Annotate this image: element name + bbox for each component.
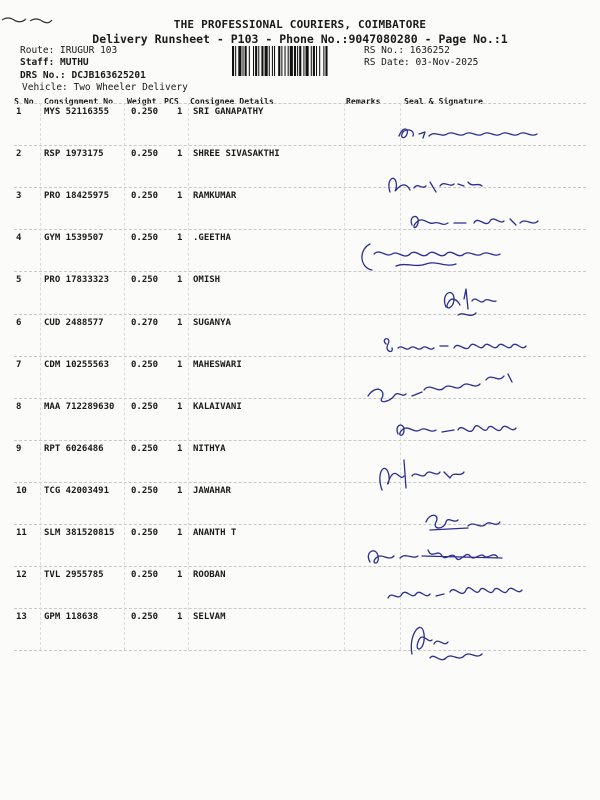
row-consignment-no: RSP 1973175: [44, 149, 104, 160]
drs-text: DRS No.: DCJB163625201: [20, 70, 146, 81]
row-sno: 7: [16, 359, 22, 370]
barcode-graphic: [232, 46, 360, 76]
vehicle-text: Vehicle: Two Wheeler Delivery: [22, 82, 188, 93]
row-weight: 0.250: [131, 191, 159, 202]
col-header-consignment: Consignment No: [44, 96, 114, 106]
signature-2: [384, 172, 494, 198]
row-separator: [14, 650, 586, 651]
route-text: Route: IRUGUR 103: [20, 45, 118, 56]
row-consignment-no: PRO 17833323: [44, 275, 110, 286]
col-header-remarks: Remarks: [346, 96, 381, 106]
col-header-seal: Seal & Signature: [404, 96, 483, 106]
row-pcs: 1: [177, 317, 183, 328]
row-sno: 9: [16, 443, 22, 454]
row-consignee: SHREE SIVASAKTHI: [193, 149, 280, 160]
row-consignment-no: SLM 381520815: [44, 528, 115, 538]
row-weight: 0.250: [131, 570, 159, 581]
row-sno: 10: [16, 485, 27, 496]
col-header-pcs: PCS: [164, 96, 179, 106]
row-consignment-no: TCG 42003491: [44, 485, 110, 496]
rs-no-text: RS No.: 1636252: [364, 45, 450, 56]
row-weight: 0.250: [131, 528, 159, 538]
row-sno: 1: [16, 107, 22, 117]
row-sno: 4: [16, 233, 22, 244]
signature-10: [420, 508, 510, 538]
row-consignee: SRI GANAPATHY: [193, 107, 264, 117]
row-consignment-no: CDM 10255563: [44, 359, 110, 370]
signature-1: [395, 124, 545, 148]
signature-8: [392, 418, 532, 448]
column-separator: [124, 103, 125, 650]
row-consignee: KALAIVANI: [193, 401, 242, 412]
row-weight: 0.250: [131, 233, 159, 244]
row-sno: 2: [16, 149, 22, 160]
row-weight: 0.250: [131, 359, 159, 370]
col-header-consignee: Consignee Details: [190, 96, 274, 106]
row-sno: 12: [16, 570, 27, 581]
row-sno: 3: [16, 191, 22, 202]
row-weight: 0.250: [131, 149, 159, 160]
signature-5: [436, 283, 516, 323]
row-pcs: 1: [177, 401, 183, 412]
row-weight: 0.250: [131, 275, 159, 286]
row-consignment-no: GYM 1539507: [44, 233, 104, 244]
row-consignment-no: RPT 6026486: [44, 443, 104, 454]
row-weight: 0.250: [131, 485, 159, 496]
row-pcs: 1: [177, 528, 183, 538]
row-weight: 0.250: [131, 401, 159, 412]
row-consignee: MAHESWARI: [193, 359, 242, 370]
signature-9: [374, 454, 474, 496]
signature-3: [406, 209, 556, 235]
row-consignment-no: TVL 2955785: [44, 570, 104, 581]
row-separator: [14, 187, 586, 188]
column-separator: [344, 103, 345, 650]
signature-12: [382, 580, 542, 610]
row-consignee: ROOBAN: [193, 570, 226, 581]
signature-13: [404, 614, 494, 670]
row-consignment-no: PRO 18425975: [44, 191, 110, 202]
row-pcs: 1: [177, 275, 183, 286]
signature-7: [362, 362, 532, 408]
row-pcs: 1: [177, 570, 183, 581]
row-pcs: 1: [177, 612, 183, 623]
staff-text: Staff: MUTHU: [20, 57, 89, 68]
row-consignment-no: CUD 2488577: [44, 317, 104, 328]
column-separator: [40, 103, 41, 650]
row-consignee: ANANTH T: [193, 528, 237, 538]
col-header-weight: Weight: [127, 96, 157, 106]
row-consignment-no: GPM 118638: [44, 612, 99, 623]
row-weight: 0.270: [131, 317, 159, 328]
row-consignment-no: MYS 52116355: [44, 107, 110, 117]
col-header-sno: S No: [14, 96, 34, 106]
signature-6: [378, 334, 548, 362]
row-consignee: OMISH: [193, 275, 221, 286]
row-consignee: NITHYA: [193, 443, 226, 454]
row-pcs: 1: [177, 443, 183, 454]
row-pcs: 1: [177, 191, 183, 202]
row-pcs: 1: [177, 233, 183, 244]
row-sno: 11: [16, 528, 27, 538]
row-consignee: .GEETHA: [193, 233, 231, 244]
row-consignee: RAMKUMAR: [193, 191, 237, 202]
row-consignee: SELVAM: [193, 612, 226, 623]
row-pcs: 1: [177, 485, 183, 496]
row-separator: [14, 103, 586, 104]
row-sno: 13: [16, 612, 27, 623]
row-consignment-no: MAA 712289630: [44, 401, 115, 412]
row-weight: 0.250: [131, 107, 159, 117]
signature-11: [362, 540, 532, 572]
column-separator: [188, 103, 189, 650]
row-weight: 0.250: [131, 443, 159, 454]
rs-date-text: RS Date: 03-Nov-2025: [364, 57, 479, 68]
row-pcs: 1: [177, 359, 183, 370]
row-separator: [14, 482, 586, 483]
row-pcs: 1: [177, 149, 183, 160]
row-sno: 6: [16, 317, 22, 328]
row-weight: 0.250: [131, 612, 159, 623]
runsheet-subtitle: Delivery Runsheet - P103 - Phone No.:9047080280 - Page No.:1: [92, 32, 508, 46]
row-sno: 5: [16, 275, 22, 286]
row-consignee: SUGANYA: [193, 317, 231, 328]
row-sno: 8: [16, 401, 22, 412]
row-pcs: 1: [177, 107, 183, 117]
company-title: THE PROFESSIONAL COURIERS, COIMBATORE: [173, 18, 427, 31]
signature-4: [356, 240, 526, 274]
row-consignee: JAWAHAR: [193, 485, 231, 496]
